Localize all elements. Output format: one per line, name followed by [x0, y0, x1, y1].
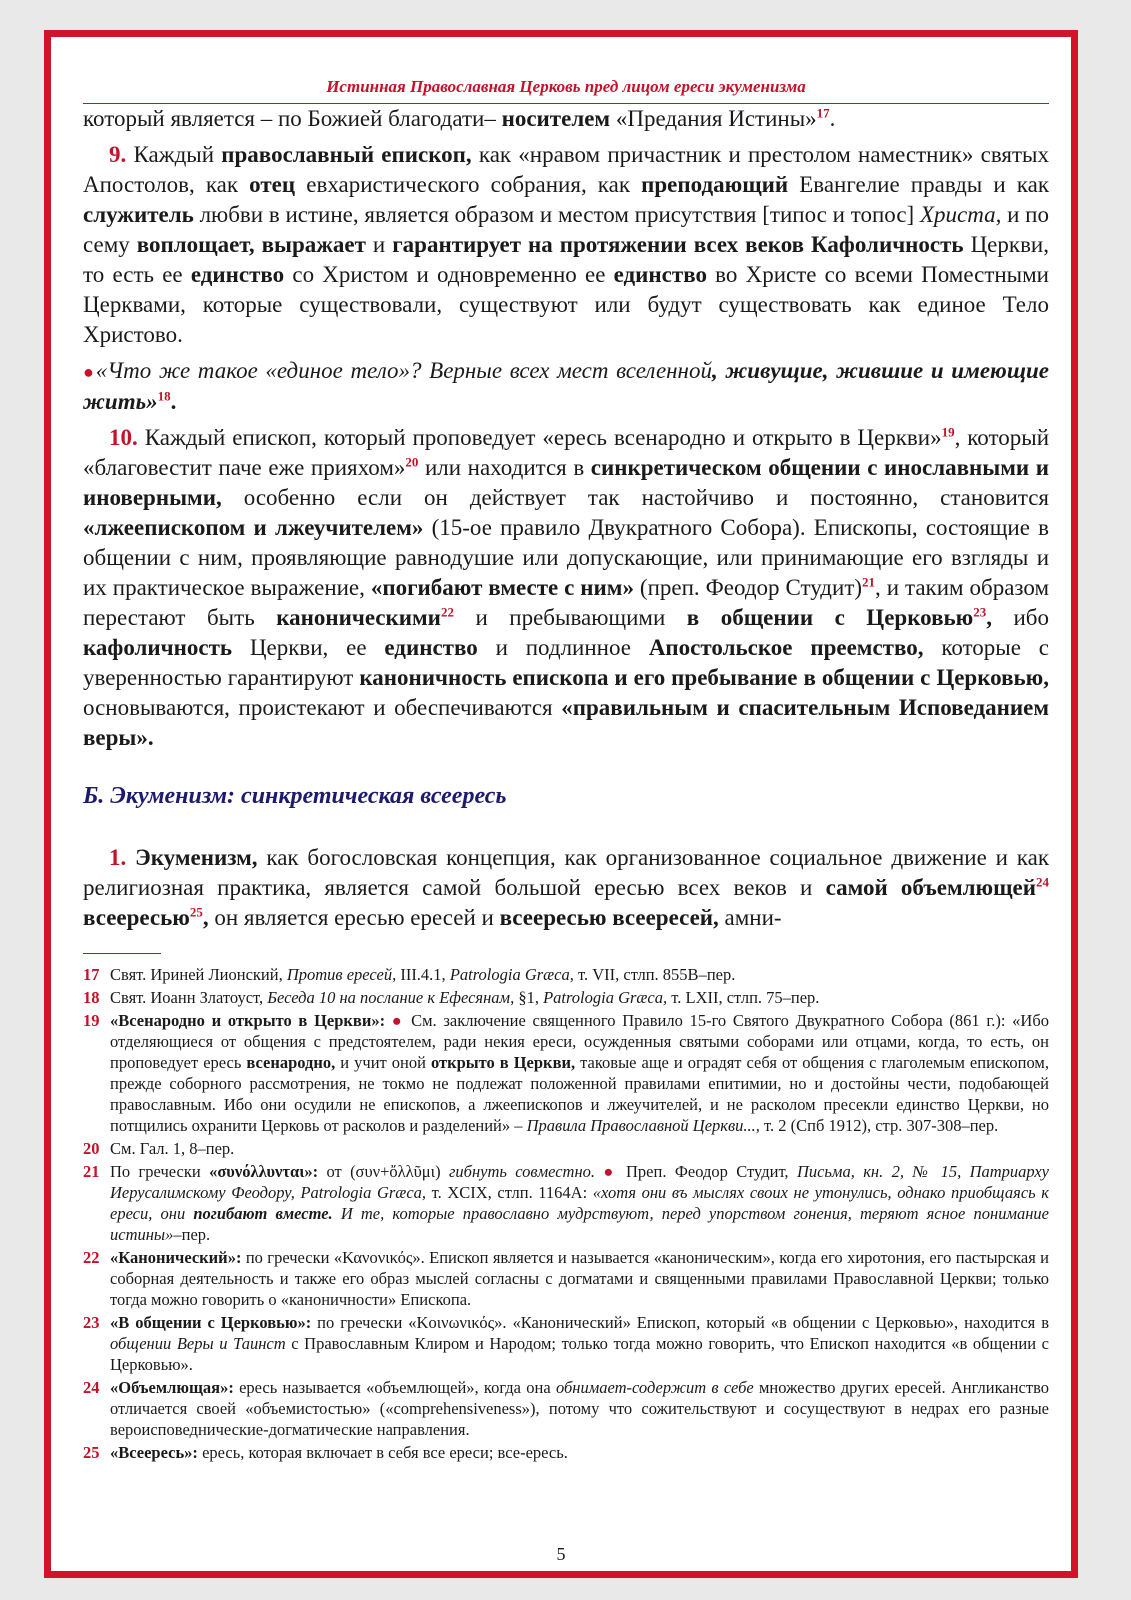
bold-text: «Объемлющая»: [110, 1378, 234, 1397]
text: См. заключение священного Правило 15-го Святого Двукратного Собора (861 г.): «Ибо отделяющиеся от общения с предстоятелем, ради некия ереси, осужденныя святыми соборами или отцами, когда, то есть, он проповедует ересь [110, 1011, 1049, 1072]
text: евхаристического собрания, как [295, 172, 642, 197]
item-number: 1. [109, 845, 127, 870]
footnote-text [110, 1247, 1049, 1310]
italic-text: Правила Православной Церкви..., [526, 1116, 760, 1135]
bold-text: «συνόλλυνται»: [209, 1162, 319, 1181]
text: по гречески «Κοινωνικός». «Канонический» Епископ, который «в общении с Церковью», находится в [311, 1313, 1049, 1332]
text: Преп. Феодор Студит, [626, 1162, 797, 1181]
text: Каждый [126, 142, 222, 167]
text: По гречески [110, 1162, 210, 1181]
page-number: 5 [556, 1544, 566, 1564]
italic-text: Patrologia Græca, [449, 965, 574, 984]
text: (15-ое правило Двукратного Собора). Епископы, состоящие в общении с ним, проявляющие равнодушие или допускающие, или принимающие его взгляды и их практическое выражение, [83, 515, 1050, 600]
bold-text: «Всеересь»: [110, 1443, 198, 1462]
text: т. XCIX, стлп. 1164A: [426, 1183, 593, 1202]
footnote-number: 21 [83, 1162, 100, 1181]
text: и по сему [83, 202, 1049, 257]
footnote-21 [83, 1161, 1049, 1245]
text: любви в истине, является образом и местом присутствия [типос и топос] [193, 202, 920, 227]
text: как «нравом причастник и престолом наместник» святых Апостолов, как [83, 142, 1049, 197]
text: и подлинное [477, 635, 649, 660]
bold-text: всенародно, [246, 1053, 336, 1072]
paragraph-continuation [83, 104, 1049, 134]
item-number: 10. [109, 425, 138, 450]
footnotes-divider [83, 953, 161, 954]
text: Церкви, ее [232, 635, 385, 660]
text: от (συν+ὄλλῦμι) [318, 1162, 449, 1181]
text: множество других ересей. Англиканство отличается своей «объемистостью» («comprehensiveness»), потому что сожительствуют и сосуществуют в недрах его разные вероисповеднические-догматические направления. [110, 1378, 1050, 1439]
footnote-20 [83, 1138, 1049, 1159]
footnote-number: 17 [83, 965, 100, 984]
text: ересь, которая включает в себя все ереси; все-ересь. [197, 1443, 568, 1462]
footnote-22 [83, 1247, 1049, 1310]
text [126, 845, 135, 870]
bold-text: «Всенародно и открыто в Церкви»: [110, 1011, 386, 1030]
italic-text: Patrologia Græca, [543, 988, 668, 1007]
italic-text: И те, которые православно мудрствуют, перед упорством гонения, теряют ясное понимание истины» [110, 1204, 1049, 1244]
section-heading: Б. Экуменизм: синкретическая всеересь [83, 783, 507, 809]
bold-text: Апостольское преемство, [648, 635, 924, 660]
italic-text: Христа, [919, 202, 1002, 227]
text: во Христе со всеми Поместными Церквами, которые существовали, существуют или будут существовать как единое Тело Христово. [83, 262, 1049, 347]
bold-text: гарантирует на протяжении всех веков Кафоличность [392, 232, 964, 257]
text: Каждый епископ, который проповедует «ересь всенародно и открыто в Церкви» [137, 425, 942, 450]
text: особенно если он действует так настойчиво и постоянно, становится [221, 485, 1049, 510]
bold-text: единство [384, 635, 478, 660]
text: или находится в [418, 455, 591, 480]
text: он является ересью ересей и [208, 905, 500, 930]
footnote-24 [83, 1377, 1049, 1440]
bold-text: в общении с Церковью [686, 605, 974, 630]
text: ересь называется «объемлющей», когда она [233, 1378, 556, 1397]
bold-text: каноническими [276, 605, 441, 630]
text: ибо [991, 605, 1049, 630]
bold-text: служитель [83, 202, 194, 227]
footnote-text [110, 1377, 1049, 1440]
bold-text: кафоличность [83, 635, 233, 660]
bullet-icon: ● [595, 1162, 627, 1181]
bold-text: Экуменизм, [135, 845, 258, 870]
bold-text: преподающий [641, 172, 789, 197]
text: , который «благовестит паче еже прияхом» [83, 425, 1049, 480]
bold-text: отец [249, 172, 296, 197]
footnotes [83, 964, 1049, 1463]
running-title: Истинная Православная Церковь пред лицом ереси экуменизма [83, 77, 1049, 104]
page-content [83, 77, 1049, 1465]
text: по гречески «Κανονικός». Епископ является и называется «каноническим», когда его хиротония, его пастырская и соборная деятельность и также его образ мыслей согласны с догматами и священными правилами Православной Церкви; только тогда можно говорить о «каноничности» Епископа. [110, 1248, 1049, 1309]
footnote-number: 25 [83, 1443, 100, 1462]
footnote-18 [83, 987, 1049, 1008]
footnote-ref-23[interactable]: 23 [973, 604, 987, 620]
footnote-text [110, 987, 1049, 1008]
text: –пер. [173, 1225, 211, 1244]
bullet-icon: ● [385, 1011, 412, 1030]
bold-text: всеересью [83, 905, 190, 930]
paragraph-9 [83, 140, 1049, 350]
text: §1, [514, 988, 544, 1007]
text: со Христом и одновременно ее [284, 262, 614, 287]
footnote-text [110, 964, 1049, 985]
footnote-25 [83, 1442, 1049, 1463]
bold-text: всеересью всеересей, [499, 905, 719, 930]
footnote-ref-22[interactable]: 22 [440, 604, 454, 620]
footnote-text [110, 1161, 1049, 1245]
text: с Православным Клиром и Народом; только тогда можно говорить, что Епископ находится «в общении с Церковью». [110, 1334, 1049, 1374]
footnote-19 [83, 1010, 1049, 1136]
footnote-17 [83, 964, 1049, 985]
bold-text: «правильным и спасительным Исповеданием веры». [83, 695, 1049, 750]
text: . [170, 389, 177, 414]
footnote-text [110, 1442, 1049, 1463]
footnote-ref-24[interactable]: 24 [1036, 874, 1049, 890]
italic-text: «Что же такое «единое тело»? Верные всех мест вселенной [95, 358, 712, 383]
italic-text: общении Веры и Таинст [110, 1334, 286, 1353]
paragraph-10 [83, 423, 1049, 753]
footnote-ref-17[interactable]: 17 [816, 105, 830, 121]
footnote-number: 24 [83, 1378, 100, 1397]
italic-text: Письма, кн. 2, № 15, Патриарху Иерусалимскому Феодору, Patrologia Græca, [110, 1162, 1049, 1202]
text: который является – по Божией благодати– [83, 106, 502, 131]
bold-text: «погибают вместе с ним» [370, 575, 634, 600]
bold-text: каноничность епископа и его пребывание в общении с Церковью, [359, 665, 1049, 690]
bullet-icon: ● [83, 362, 96, 382]
italic-text: «хотя они въ мыслях своих не утонулись, однако приобщаясь к ереси, они [110, 1183, 1049, 1223]
text: таковые аще и оградят себя от общения с глаголемым епископом, прежде соборного рассмотрения, не токмо не подлежат положенной правилами епитимии, но и достойны чести, подобающей православным. Ибо они осудили не епископов, а лжеепископов и лжеучителей, и не расколом пресекли единство Церкви, но потщились охранити Церковь от расколов и разделений» – [110, 1053, 1049, 1135]
text: как богословская концепция, как организованное социальное движение и как религиозная практика, является самой большой ересью всех веков и [83, 845, 1050, 900]
footnote-ref-21[interactable]: 21 [862, 574, 876, 590]
footnote-number: 23 [83, 1313, 100, 1332]
italic-text: гибнуть совместно. [448, 1162, 596, 1181]
bold-text: православный епископ, [221, 142, 472, 167]
text: амни- [718, 905, 782, 930]
italic-text: Беседа 10 на послание к Ефесянам, [267, 988, 515, 1007]
text: и учит оной [335, 1053, 431, 1072]
text: Свят. Ириней Лионский, [110, 965, 287, 984]
bold-italic-text: , живущие, жившие и имеющие жить» [83, 358, 1049, 414]
bold-text: «лжеепископом и лжеучителем» [83, 515, 424, 540]
text: , и таким образом перестают быть [83, 575, 1049, 630]
text: . [829, 106, 836, 131]
footnote-ref-25[interactable]: 25 [189, 904, 203, 920]
footnote-number: 18 [83, 988, 100, 1007]
footnote-23 [83, 1312, 1049, 1375]
page-frame [44, 30, 1078, 1578]
bold-text: синкретическом общении с инославными и иноверными, [83, 455, 1049, 510]
footnote-ref-19[interactable]: 19 [941, 424, 955, 440]
item-number: 9. [109, 142, 127, 167]
text: Евангелие правды и как [788, 172, 1049, 197]
bold-text: единство [190, 262, 285, 287]
paragraph-section-1 [83, 843, 1049, 933]
text: (преп. Феодор Студит) [633, 575, 863, 600]
text: т. 2 (Спб 1912), стр. 307-308–пер. [759, 1116, 999, 1135]
bold-text: «В общении с Церковью»: [110, 1313, 312, 1332]
text: и [365, 232, 393, 257]
bold-text: единство [613, 262, 707, 287]
footnote-text: См. Гал. 1, 8–пер. [110, 1139, 235, 1158]
text: «Предания Истины» [610, 106, 817, 131]
text: основываются, проистекают и обеспечиваются [83, 695, 562, 720]
footnote-text [110, 1312, 1049, 1375]
bold-text: , [202, 905, 209, 930]
main-text [83, 104, 1049, 933]
bold-text: носителем [501, 106, 611, 131]
italic-text: обнимает-содержит в себе [555, 1378, 754, 1397]
footnote-number: 22 [83, 1248, 100, 1267]
text: Свят. Иоанн Златоуст, [110, 988, 268, 1007]
bold-text: самой объемлющей [825, 875, 1036, 900]
bold-text: воплощает, выражает [136, 232, 366, 257]
text: т. VII, стлп. 855B–пер. [573, 965, 736, 984]
footnote-ref-20[interactable]: 20 [405, 454, 419, 470]
footnote-number: 19 [83, 1011, 100, 1030]
bold-text: «Канонический»: [110, 1248, 242, 1267]
text: которые с уверенностью гарантируют [83, 635, 1049, 690]
footnote-ref-18[interactable]: 18 [157, 388, 171, 404]
text: III.4.1, [396, 965, 450, 984]
bold-italic-text: погибают вместе. [193, 1204, 333, 1223]
italic-text: Против ересей, [286, 965, 397, 984]
footnote-number: 20 [83, 1139, 100, 1158]
text: Церкви, то есть ее [83, 232, 1049, 287]
quote-paragraph [83, 356, 1049, 417]
text: т. LXII, стлп. 75–пер. [667, 988, 820, 1007]
text: и пребывающими [453, 605, 687, 630]
footnote-text [110, 1010, 1049, 1136]
bold-text: , [986, 605, 992, 630]
bold-text: открыто в Церкви, [430, 1053, 576, 1072]
